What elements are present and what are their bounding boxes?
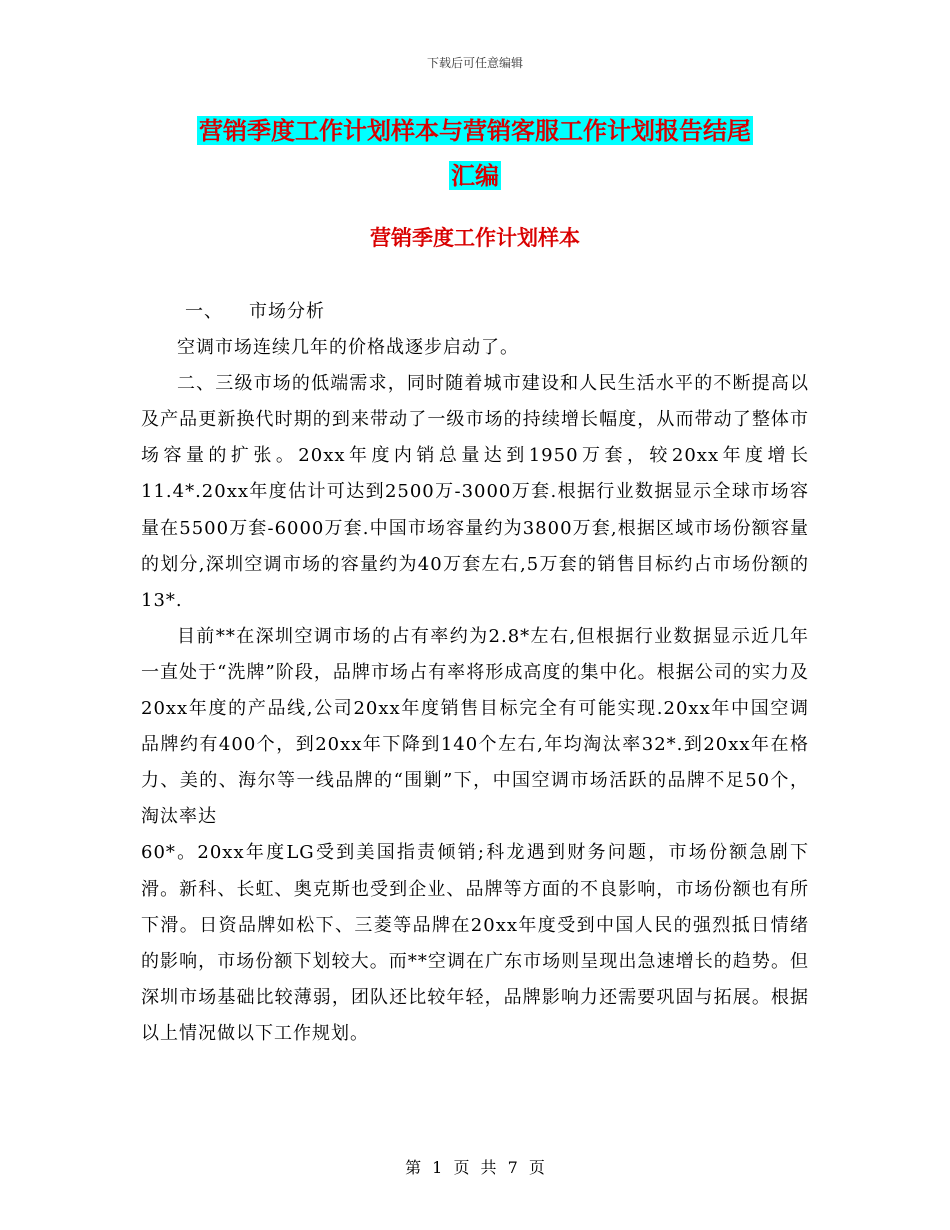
title-line-1: 营销季度工作计划样本与营销客服工作计划报告结尾 xyxy=(199,116,751,145)
paragraph-4: 60*。20xx年度LG受到美国指责倾销;科龙遇到财务问题，市场份额急剧下滑。新科、长虹、奥克斯也受到企业、品牌等方面的不良影响，市场份额也有所下滑。日资品牌如松下、三菱等品牌在20xx年度受到中国人民的强烈抵日情绪的影响，市场份额下划较大。而**空调在广东市场则呈现出急速增长的趋势。但深圳市场基础比较薄弱，团队还比较年轻，品牌影响力还需要巩固与拓展。根据以上情况做以下工作规划。 xyxy=(141,842,809,1044)
document-title xyxy=(140,108,810,198)
paragraph-3: 目前**在深圳空调市场的占有率约为2.8*左右,但根据行业数据显示近几年一直处于“洗牌”阶段，品牌市场占有率将形成高度的集中化。根据公司的实力及20xx年度的产品线,公司20xx年度销售目标完全有可能实现.20xx年中国空调品牌约有400个，到20xx年下降到140个左右,年均淘汰率32*.到20xx年在格力、美的、海尔等一线品牌的“围剿”下，中国空调市场活跃的品牌不足50个，淘汰率达 xyxy=(141,625,809,828)
page-footer: 第 1 页 共 7 页 xyxy=(405,1158,545,1177)
heading-number: 一、 xyxy=(185,301,223,322)
paragraph-2: 二、三级市场的低端需求，同时随着城市建设和人民生活水平的不断提高以及产品更新换代时期的到来带动了一级市场的持续增长幅度，从而带动了整体市场容量的扩张。20xx年度内销总量达到1950万套，较20xx年度增长11.4*.20xx年度估计可达到2500万-3000万套.根据行业数据显示全球市场容量在5500万套-6000万套.中国市场容量约为3800万套,根据区域市场份额容量的划分,深圳空调市场的容量约为40万套左右,5万套的销售目标约占市场份额的13*. xyxy=(141,373,809,611)
paragraph-1: 空调市场连续几年的价格战逐步启动了。 xyxy=(177,337,519,359)
section-title: 营销季度工作计划样本 xyxy=(370,225,580,250)
title-line-2: 汇编 xyxy=(451,161,499,190)
header-note: 下载后可任意编辑 xyxy=(426,56,523,70)
body-text xyxy=(141,294,809,1052)
heading-market-analysis xyxy=(141,294,809,330)
heading-text: 市场分析 xyxy=(249,301,325,322)
